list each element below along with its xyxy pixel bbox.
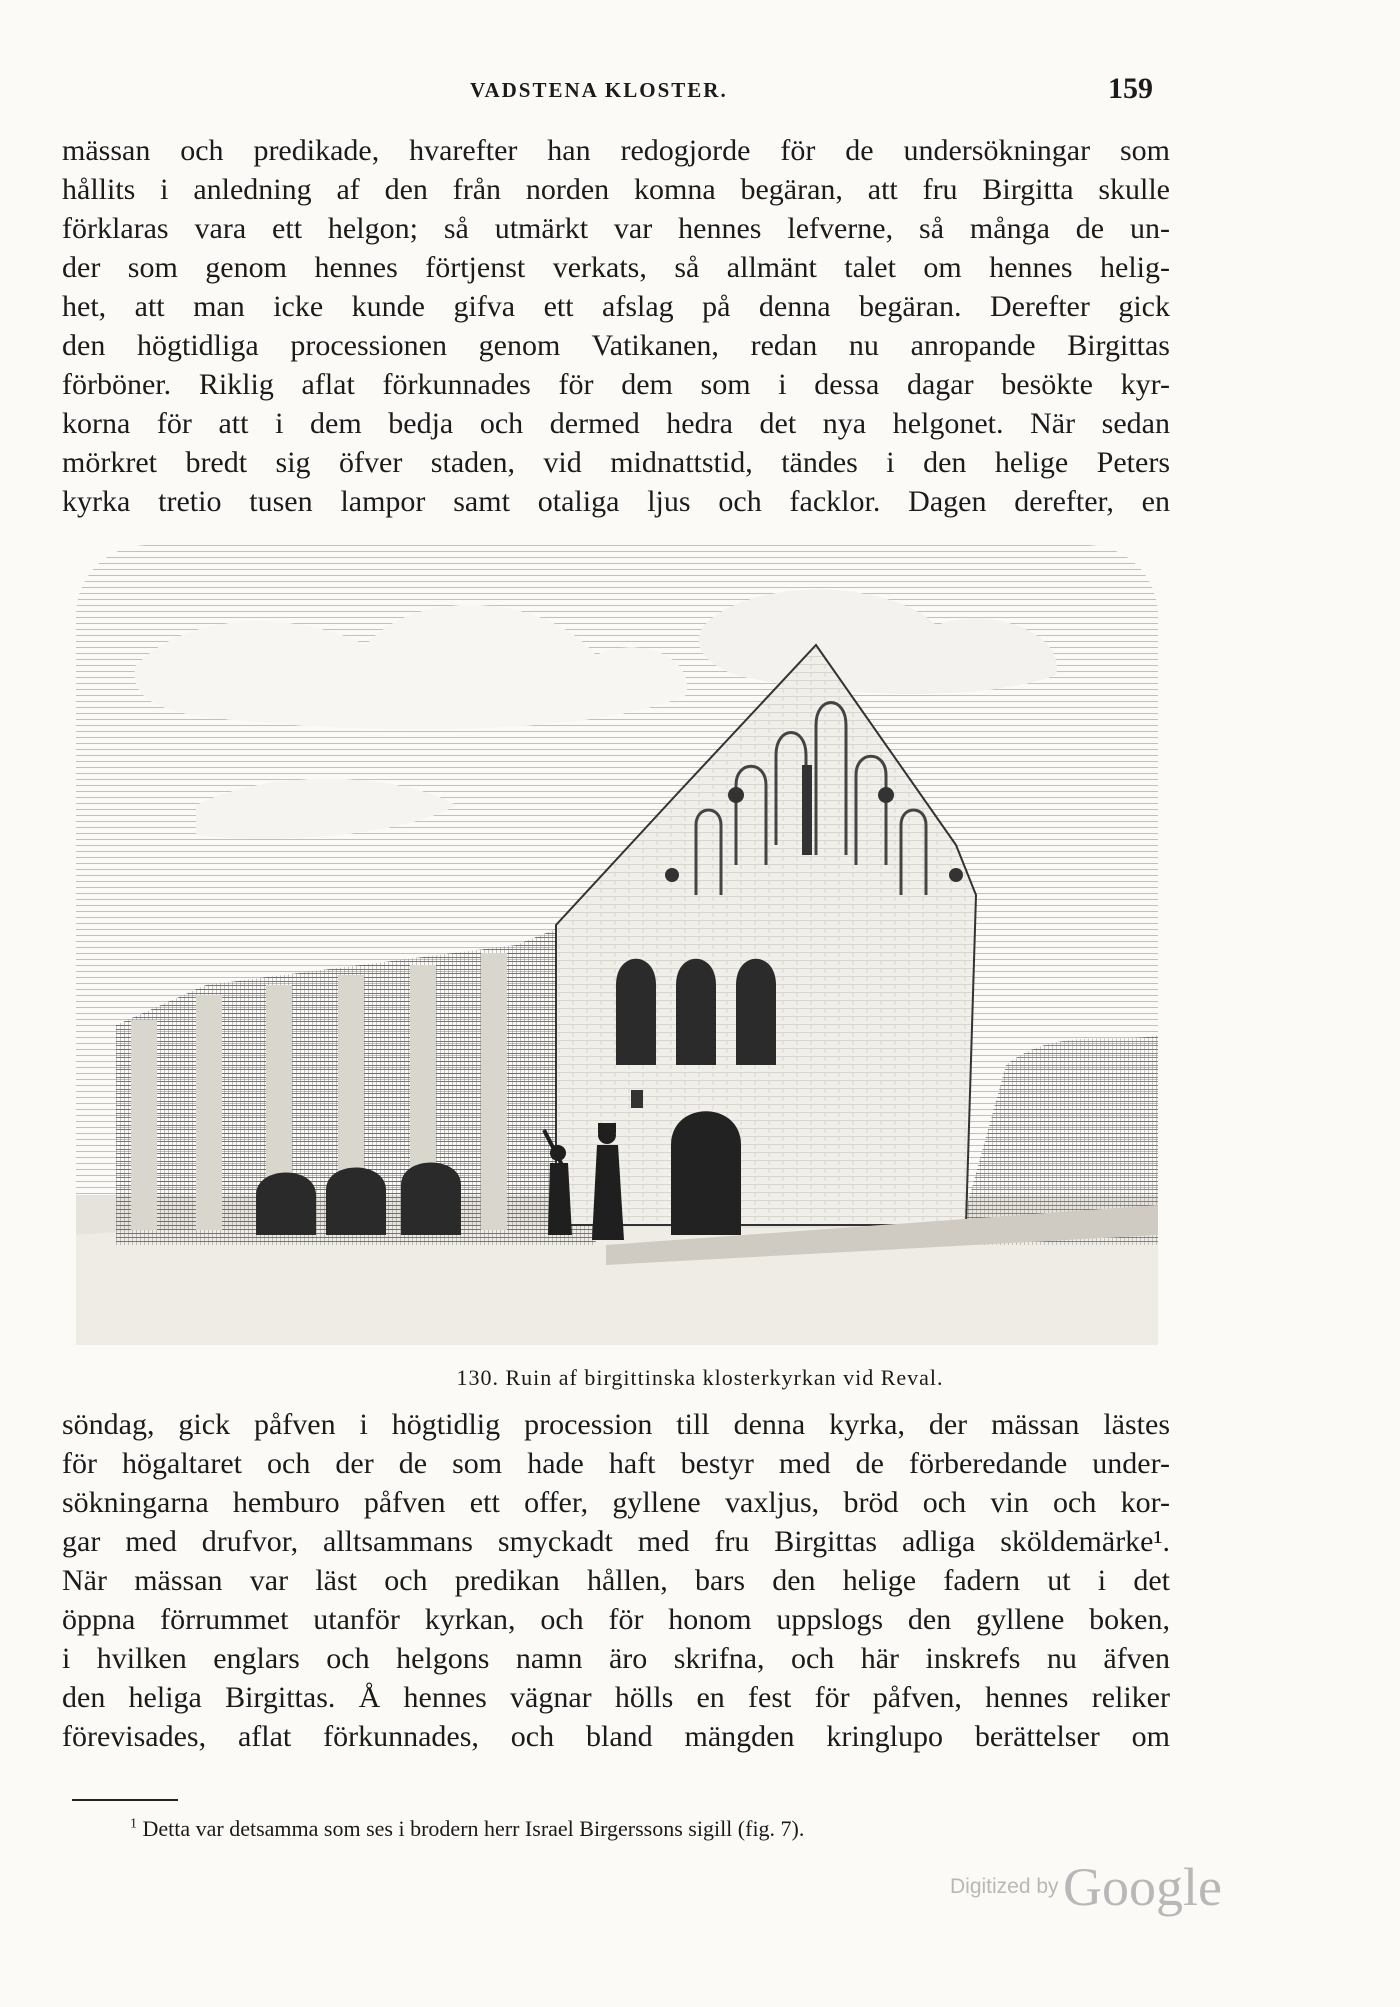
- footnote: [130, 1816, 804, 1842]
- church-ruin-engraving: [76, 545, 1158, 1345]
- text-line: kyrka tretio tusen lampor samt otaliga ljus och facklor. Dagen derefter, en: [62, 485, 1170, 518]
- footnote-marker: 1: [130, 1816, 137, 1832]
- footnote-text: Detta var detsamma som ses i brodern herr Israel Birgerssons sigill (fig. 7).: [142, 1816, 805, 1841]
- body-text-top: [62, 131, 1170, 521]
- engraving-illustration: [76, 545, 1158, 1345]
- text-line: hållits i anledning af den från norden komna begäran, att fru Birgitta skulle: [62, 173, 1170, 206]
- text-line: förklaras vara ett helgon; så utmärkt var hennes lefverne, så många de un-: [62, 212, 1170, 245]
- text-line: för högaltaret och der de som hade haft bestyr med de förberedande under-: [62, 1447, 1170, 1480]
- page-number: 159: [1108, 72, 1153, 105]
- text-line: förevisades, aflat förkunnades, och bland mängden kringlupo berättelser om: [62, 1720, 1170, 1753]
- running-title: VADSTENA KLOSTER.: [470, 78, 728, 102]
- text-line: När mässan var läst och predikan hållen, bars den helige fadern ut i det: [62, 1564, 1170, 1597]
- text-line: den heliga Birgittas. Å hennes vägnar hölls en fest för påfven, hennes reliker: [62, 1681, 1170, 1714]
- body-text-bottom: [62, 1405, 1170, 1756]
- page-header: [0, 72, 1400, 114]
- text-line: söndag, gick påfven i högtidlig procession till denna kyrka, der mässan lästes: [62, 1408, 1170, 1441]
- text-line: korna för att i dem bedja och dermed hedra det nya helgonet. När sedan: [62, 407, 1170, 440]
- text-line: mörkret bredt sig öfver staden, vid midnattstid, tändes i den helige Peters: [62, 446, 1170, 479]
- text-line: i hvilken englars och helgons namn äro skrifna, och här inskrefs nu äfven: [62, 1642, 1170, 1675]
- text-line: förböner. Riklig aflat förkunnades för dem som i dessa dagar besökte kyr-: [62, 368, 1170, 401]
- figure-caption: 130. Ruin af birgittinska klosterkyrkan vid Reval.: [456, 1365, 944, 1390]
- text-line: den högtidliga processionen genom Vatikanen, redan nu anropande Birgittas: [62, 329, 1170, 362]
- text-line: der som genom hennes förtjenst verkats, så allmänt talet om hennes helig-: [62, 251, 1170, 284]
- text-line: mässan och predikade, hvarefter han redogjorde för de undersökningar som: [62, 134, 1170, 167]
- text-line: sökningarna hemburo påfven ett offer, gyllene vaxljus, bröd och vin och kor-: [62, 1486, 1170, 1519]
- footnote-rule: [72, 1799, 178, 1801]
- text-line: het, att man icke kunde gifva ett afslag på denna begäran. Derefter gick: [62, 290, 1170, 323]
- digitized-watermark: [950, 1856, 1222, 1918]
- text-line: gar med drufvor, alltsammans smyckadt med fru Birgittas adliga sköldemärke¹.: [62, 1525, 1170, 1558]
- watermark-prefix: Digitized by: [950, 1875, 1059, 1898]
- google-logo: Google: [1063, 1857, 1222, 1917]
- text-line: öppna förrummet utanför kyrkan, och för honom uppslogs den gyllene boken,: [62, 1603, 1170, 1636]
